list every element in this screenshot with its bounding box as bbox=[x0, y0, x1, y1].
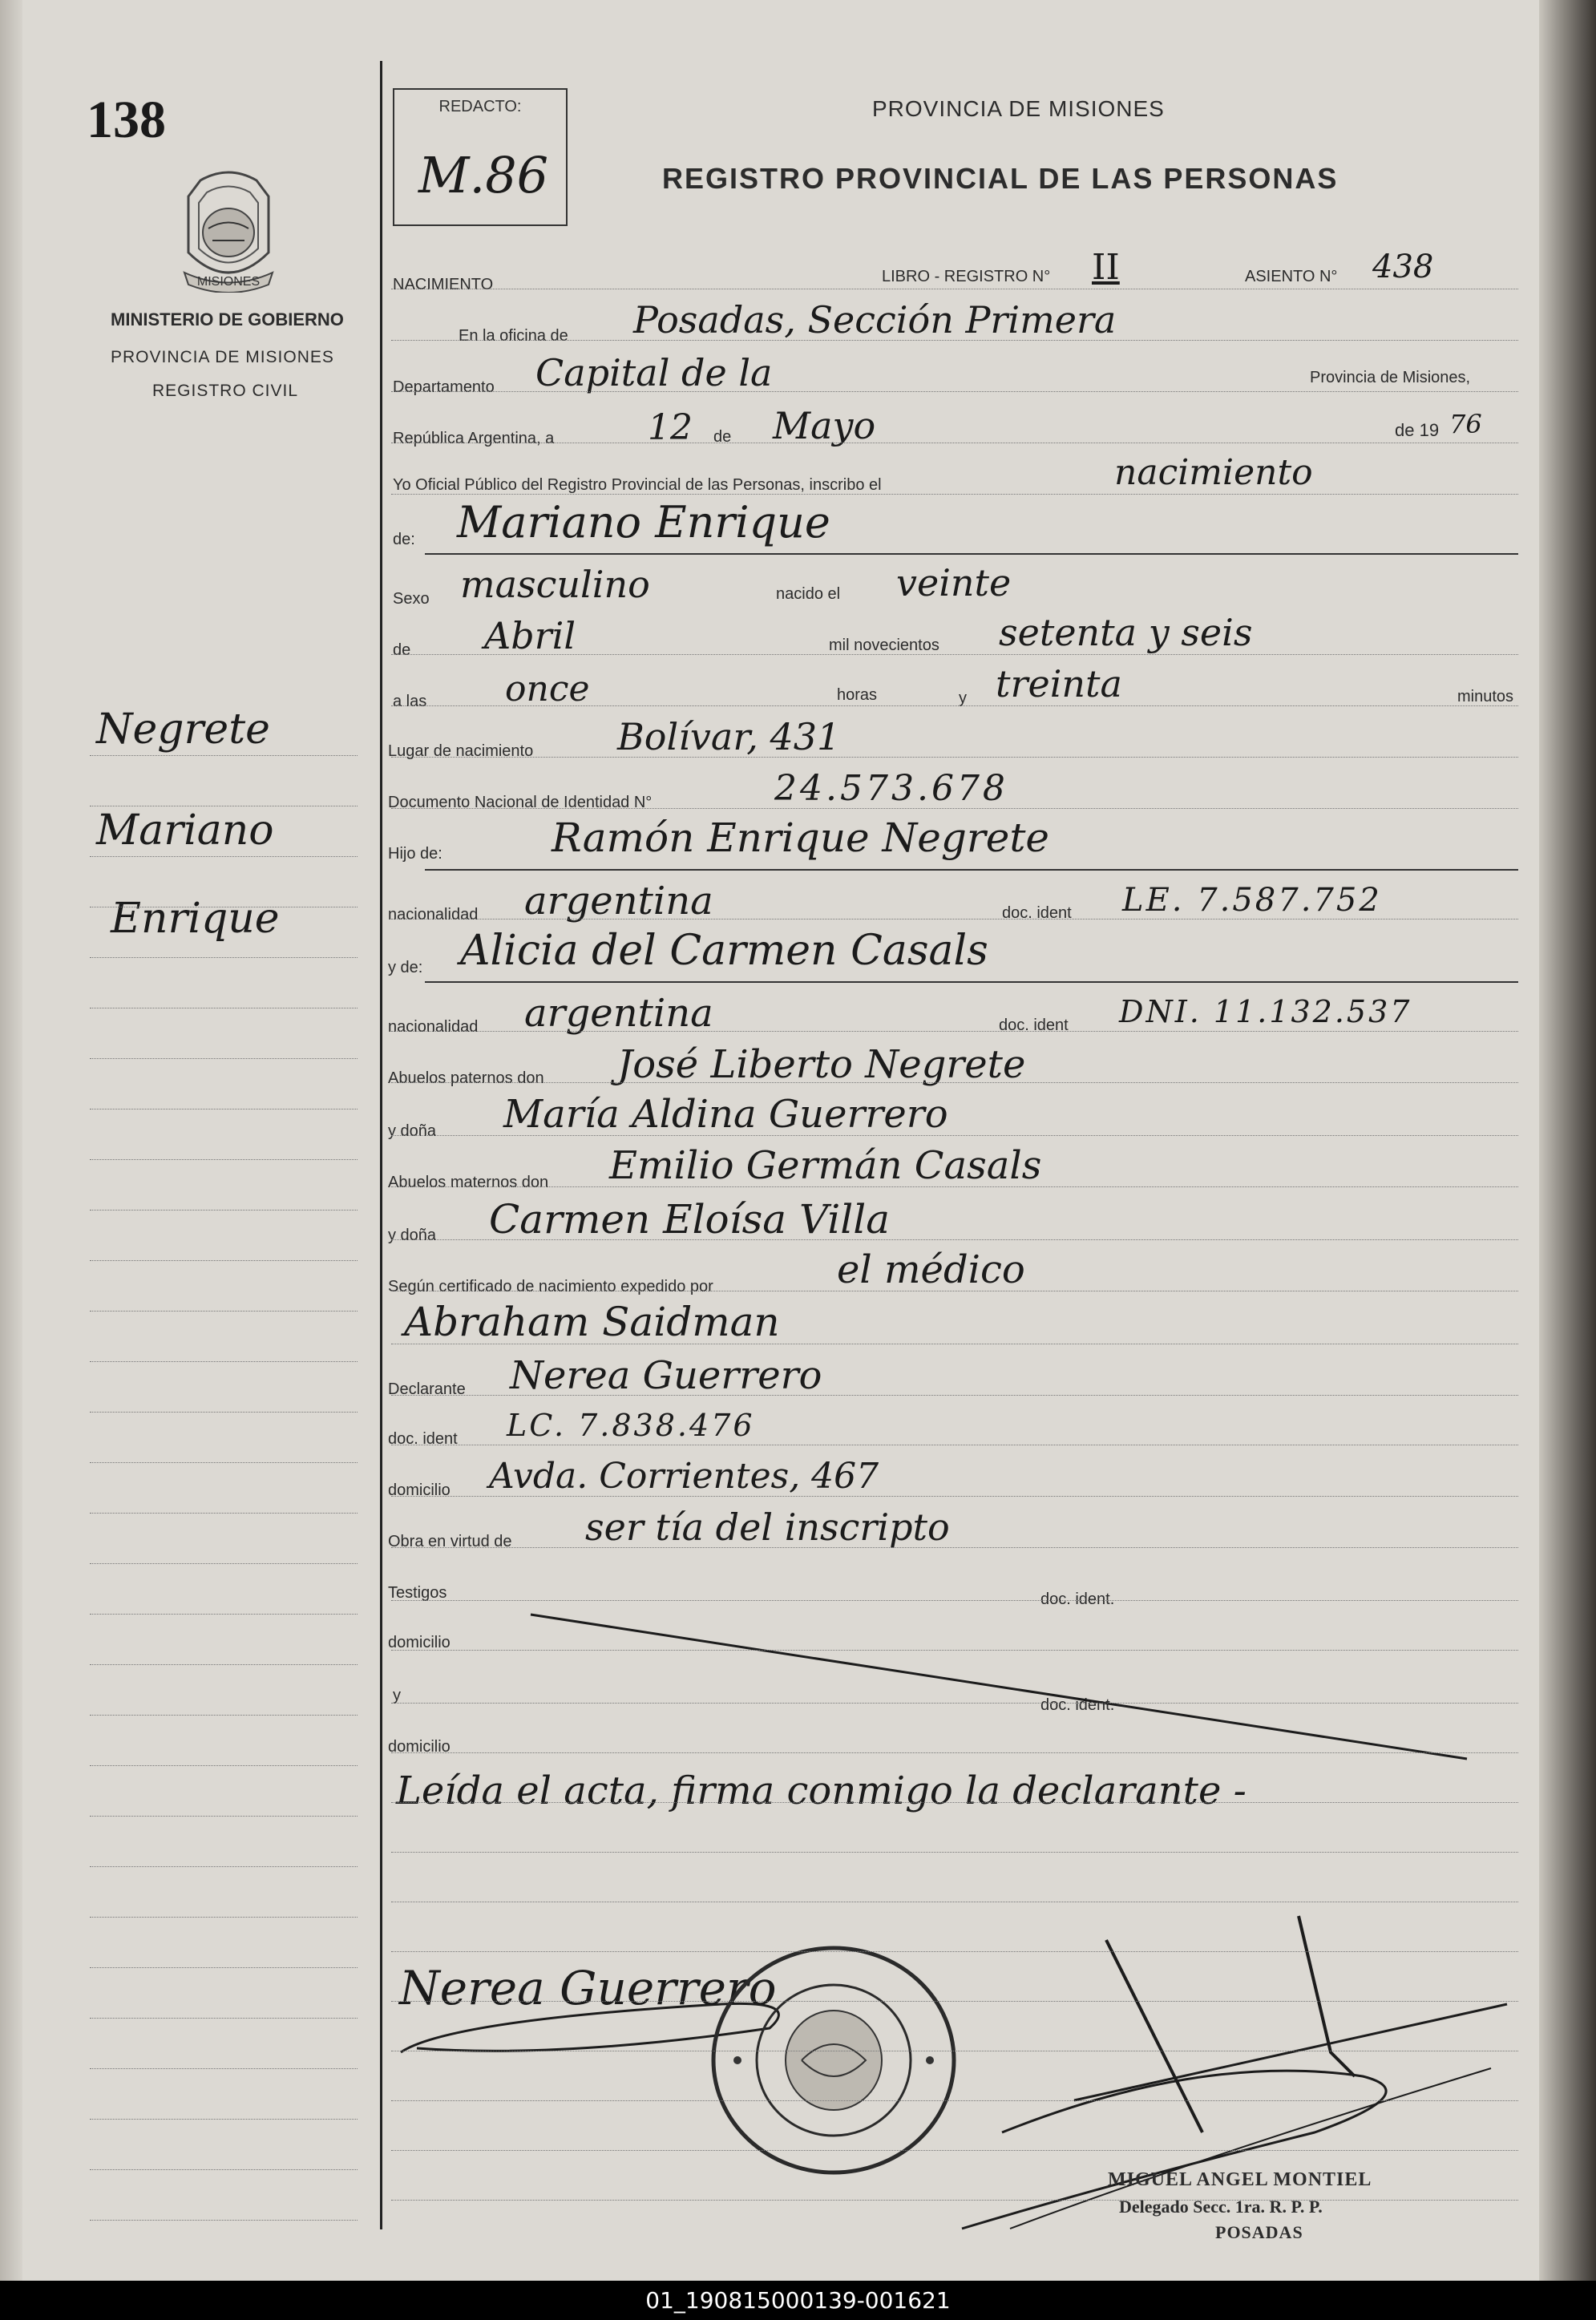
declarant-signature: Nerea Guerrero bbox=[399, 1961, 777, 2015]
left-ruled-line bbox=[90, 856, 358, 857]
de-month-label: de bbox=[393, 641, 411, 659]
left-ruled-line bbox=[90, 1664, 358, 1665]
official-name: MIGUEL ANGEL MONTIEL bbox=[1108, 2169, 1372, 2190]
form-ruled-line bbox=[391, 1752, 1518, 1753]
form-ruled-line bbox=[391, 340, 1518, 341]
official-city: POSADAS bbox=[1215, 2222, 1303, 2242]
libro-value: II bbox=[1092, 247, 1120, 288]
mother-doc-label: doc. ident bbox=[999, 1017, 1069, 1034]
left-ruled-line bbox=[90, 2119, 358, 2120]
form-ruled-line bbox=[391, 1802, 1518, 1803]
form-ruled-line bbox=[391, 654, 1518, 655]
sexo-label: Sexo bbox=[393, 590, 430, 608]
documento-label: Documento Nacional de Identidad N° bbox=[388, 794, 653, 811]
declarante-doc-value: LC. 7.838.476 bbox=[507, 1408, 755, 1443]
abuelos-paternos-label: Abuelos paternos don bbox=[388, 1069, 544, 1087]
year-suffix: 76 bbox=[1449, 409, 1482, 439]
mother-nationality-label: nacionalidad bbox=[388, 1018, 479, 1036]
form-ruled-line bbox=[391, 919, 1518, 920]
page-edge bbox=[1539, 0, 1596, 2281]
province-label: PROVINCIA DE MISIONES bbox=[111, 348, 334, 366]
day-value: 12 bbox=[648, 407, 693, 448]
father-nationality-label: nacionalidad bbox=[388, 906, 479, 924]
segun-value: el médico bbox=[837, 1247, 1025, 1292]
y-label: y bbox=[959, 689, 967, 707]
hour-value: once bbox=[505, 669, 590, 709]
form-ruled-line bbox=[391, 1600, 1518, 1601]
official-title: Delegado Secc. 1ra. R. P. P. bbox=[1119, 2197, 1323, 2217]
left-ruled-line bbox=[90, 1765, 358, 1766]
redacto-label: REDACTO: bbox=[438, 98, 522, 115]
left-ruled-line bbox=[90, 1967, 358, 1968]
declarante-doc-label: doc. ident bbox=[388, 1430, 458, 1448]
documento-value: 24.573.678 bbox=[774, 768, 1008, 809]
form-ruled-line bbox=[391, 808, 1518, 809]
testigo-domicilio-label: domicilio bbox=[388, 1634, 451, 1651]
form-ruled-line bbox=[391, 391, 1518, 392]
registry-label: REGISTRO CIVIL bbox=[152, 382, 299, 400]
testigos-label: Testigos bbox=[388, 1584, 447, 1602]
form-ruled-line bbox=[391, 2150, 1518, 2151]
left-ruled-line bbox=[90, 1816, 358, 1817]
form-ruled-line bbox=[391, 1135, 1518, 1136]
left-ruled-line bbox=[90, 1412, 358, 1413]
ydona-paterna-label: y doña bbox=[388, 1122, 437, 1140]
nacido-value: veinte bbox=[896, 561, 1012, 604]
father-doc-value: LE. 7.587.752 bbox=[1122, 882, 1382, 919]
left-ruled-line bbox=[90, 1715, 358, 1716]
leida-value: Leída el acta, firma conmigo la declarante - bbox=[396, 1768, 1246, 1813]
year-prefix: de 19 bbox=[1395, 420, 1440, 440]
form-ruled-line bbox=[391, 2001, 1518, 2002]
left-ruled-line bbox=[90, 1614, 358, 1615]
form-ruled-line bbox=[391, 2200, 1518, 2201]
asiento-value: 438 bbox=[1372, 249, 1434, 285]
left-ruled-line bbox=[90, 2068, 358, 2069]
mil-value: setenta y seis bbox=[999, 611, 1253, 654]
lugar-value: Bolívar, 431 bbox=[617, 715, 841, 758]
testigo2-doc-label: doc. ident. bbox=[1040, 1696, 1115, 1714]
father-nationality-value: argentina bbox=[524, 879, 713, 924]
testigo2-domicilio-label: domicilio bbox=[388, 1738, 451, 1756]
image-id-footer: 01_190815000139-001621 bbox=[0, 2281, 1596, 2320]
form-ruled-line bbox=[391, 1852, 1518, 1853]
form-solid-line bbox=[425, 981, 1518, 983]
form-ruled-line bbox=[391, 1547, 1518, 1548]
declarante-value: Nerea Guerrero bbox=[510, 1353, 822, 1398]
form-ruled-line bbox=[391, 757, 1518, 758]
margin-name-2: Enrique bbox=[111, 895, 280, 943]
mother-value: Alicia del Carmen Casals bbox=[460, 927, 988, 975]
form-ruled-line bbox=[391, 1951, 1518, 1952]
left-ruled-line bbox=[90, 1513, 358, 1514]
left-ruled-line bbox=[90, 2220, 358, 2221]
domicilio-value: Avda. Corrientes, 467 bbox=[489, 1456, 879, 1497]
father-doc-label: doc. ident bbox=[1002, 904, 1072, 922]
libro-label: LIBRO - REGISTRO N° bbox=[882, 268, 1051, 285]
mother-doc-value: DNI. 11.132.537 bbox=[1119, 994, 1412, 1029]
horas-label: horas bbox=[837, 686, 878, 704]
form-ruled-line bbox=[391, 1395, 1518, 1396]
sexo-value: masculino bbox=[460, 563, 650, 606]
registry-title: REGISTRO PROVINCIAL DE LAS PERSONAS bbox=[662, 162, 1339, 195]
form-ruled-line bbox=[391, 1650, 1518, 1651]
provincia-label: Provincia de Misiones, bbox=[1310, 369, 1471, 386]
left-ruled-line bbox=[90, 1260, 358, 1261]
testigo-doc-label: doc. ident. bbox=[1040, 1590, 1115, 1608]
de-person-label: de: bbox=[393, 531, 415, 548]
form-ruled-line bbox=[391, 494, 1518, 495]
domicilio-label: domicilio bbox=[388, 1481, 451, 1499]
medico-value: Abraham Saidman bbox=[404, 1299, 780, 1345]
de-label: de bbox=[713, 428, 732, 446]
segun-label: Según certificado de nacimiento expedido por bbox=[388, 1278, 713, 1295]
left-ruled-line bbox=[90, 1917, 358, 1918]
oficial-label: Yo Oficial Público del Registro Provincial de las Personas, inscribo el bbox=[393, 476, 882, 494]
hijo-label: Hijo de: bbox=[388, 845, 442, 863]
left-ruled-line bbox=[90, 1058, 358, 1059]
left-ruled-line bbox=[90, 755, 358, 756]
father-value: Ramón Enrique Negrete bbox=[552, 814, 1050, 861]
left-ruled-line bbox=[90, 1462, 358, 1463]
left-ruled-line bbox=[90, 1361, 358, 1362]
oficina-value: Posadas, Sección Primera bbox=[633, 298, 1117, 342]
form-ruled-line bbox=[391, 1496, 1518, 1497]
minutes-value: treinta bbox=[996, 662, 1122, 705]
form-solid-line bbox=[425, 869, 1518, 871]
crest-label: MISIONES bbox=[196, 275, 261, 289]
left-ruled-line bbox=[90, 957, 358, 958]
abuelo-paterno-value: José Liberto Negrete bbox=[617, 1042, 1026, 1087]
redacto-value: M.86 bbox=[418, 146, 549, 204]
abuela-paterna-value: María Aldina Guerrero bbox=[503, 1092, 948, 1137]
obra-value: ser tía del inscripto bbox=[585, 1506, 950, 1549]
left-ruled-line bbox=[90, 1210, 358, 1211]
mother-nationality-value: argentina bbox=[524, 991, 713, 1036]
form-ruled-line bbox=[391, 1703, 1518, 1704]
form-ruled-line bbox=[391, 1239, 1518, 1240]
nacido-label: nacido el bbox=[776, 585, 841, 603]
y-witness-label: y bbox=[393, 1687, 401, 1704]
province-title: PROVINCIA DE MISIONES bbox=[872, 96, 1165, 121]
oficina-label: En la oficina de bbox=[459, 327, 568, 345]
month-value: Mayo bbox=[773, 404, 876, 447]
form-ruled-line bbox=[391, 1031, 1518, 1032]
minutos-label: minutos bbox=[1457, 688, 1514, 705]
form-ruled-line bbox=[391, 1186, 1518, 1187]
form-ruled-line bbox=[391, 1082, 1518, 1083]
folio-number: 138 bbox=[87, 91, 166, 149]
mil-label: mil novecientos bbox=[829, 637, 939, 654]
birth-month-value: Abril bbox=[484, 614, 576, 657]
person-value: Mariano Enrique bbox=[457, 497, 830, 548]
margin-surname: Negrete bbox=[96, 705, 270, 754]
nacimiento-label: NACIMIENTO bbox=[393, 276, 494, 293]
ministry-label: MINISTERIO DE GOBIERNO bbox=[111, 309, 344, 329]
abuelos-maternos-label: Abuelos maternos don bbox=[388, 1174, 549, 1191]
form-ruled-line bbox=[391, 2100, 1518, 2101]
lugar-label: Lugar de nacimiento bbox=[388, 742, 534, 760]
left-ruled-line bbox=[90, 2018, 358, 2019]
left-ruled-line bbox=[90, 1866, 358, 1867]
declarante-label: Declarante bbox=[388, 1380, 466, 1398]
left-ruled-line bbox=[90, 1563, 358, 1564]
form-solid-line bbox=[425, 553, 1518, 555]
left-ruled-line bbox=[90, 1159, 358, 1160]
asiento-label: ASIENTO N° bbox=[1245, 268, 1338, 285]
ydona-materna-label: y doña bbox=[388, 1227, 437, 1244]
left-ruled-line bbox=[90, 1311, 358, 1312]
abuela-materna-value: Carmen Eloísa Villa bbox=[489, 1196, 891, 1243]
republica-label: República Argentina, a bbox=[393, 430, 555, 447]
form-ruled-line bbox=[391, 705, 1518, 706]
abuelo-materno-value: Emilio Germán Casals bbox=[609, 1143, 1042, 1188]
mother-label: y de: bbox=[388, 959, 423, 976]
oficial-value: nacimiento bbox=[1114, 452, 1313, 493]
left-ruled-line bbox=[90, 2169, 358, 2170]
margin-name-1: Mariano bbox=[96, 806, 274, 855]
departamento-value: Capital de la bbox=[535, 351, 773, 394]
alas-label: a las bbox=[393, 693, 427, 710]
departamento-label: Departamento bbox=[393, 378, 495, 396]
obra-label: Obra en virtud de bbox=[388, 1533, 512, 1550]
